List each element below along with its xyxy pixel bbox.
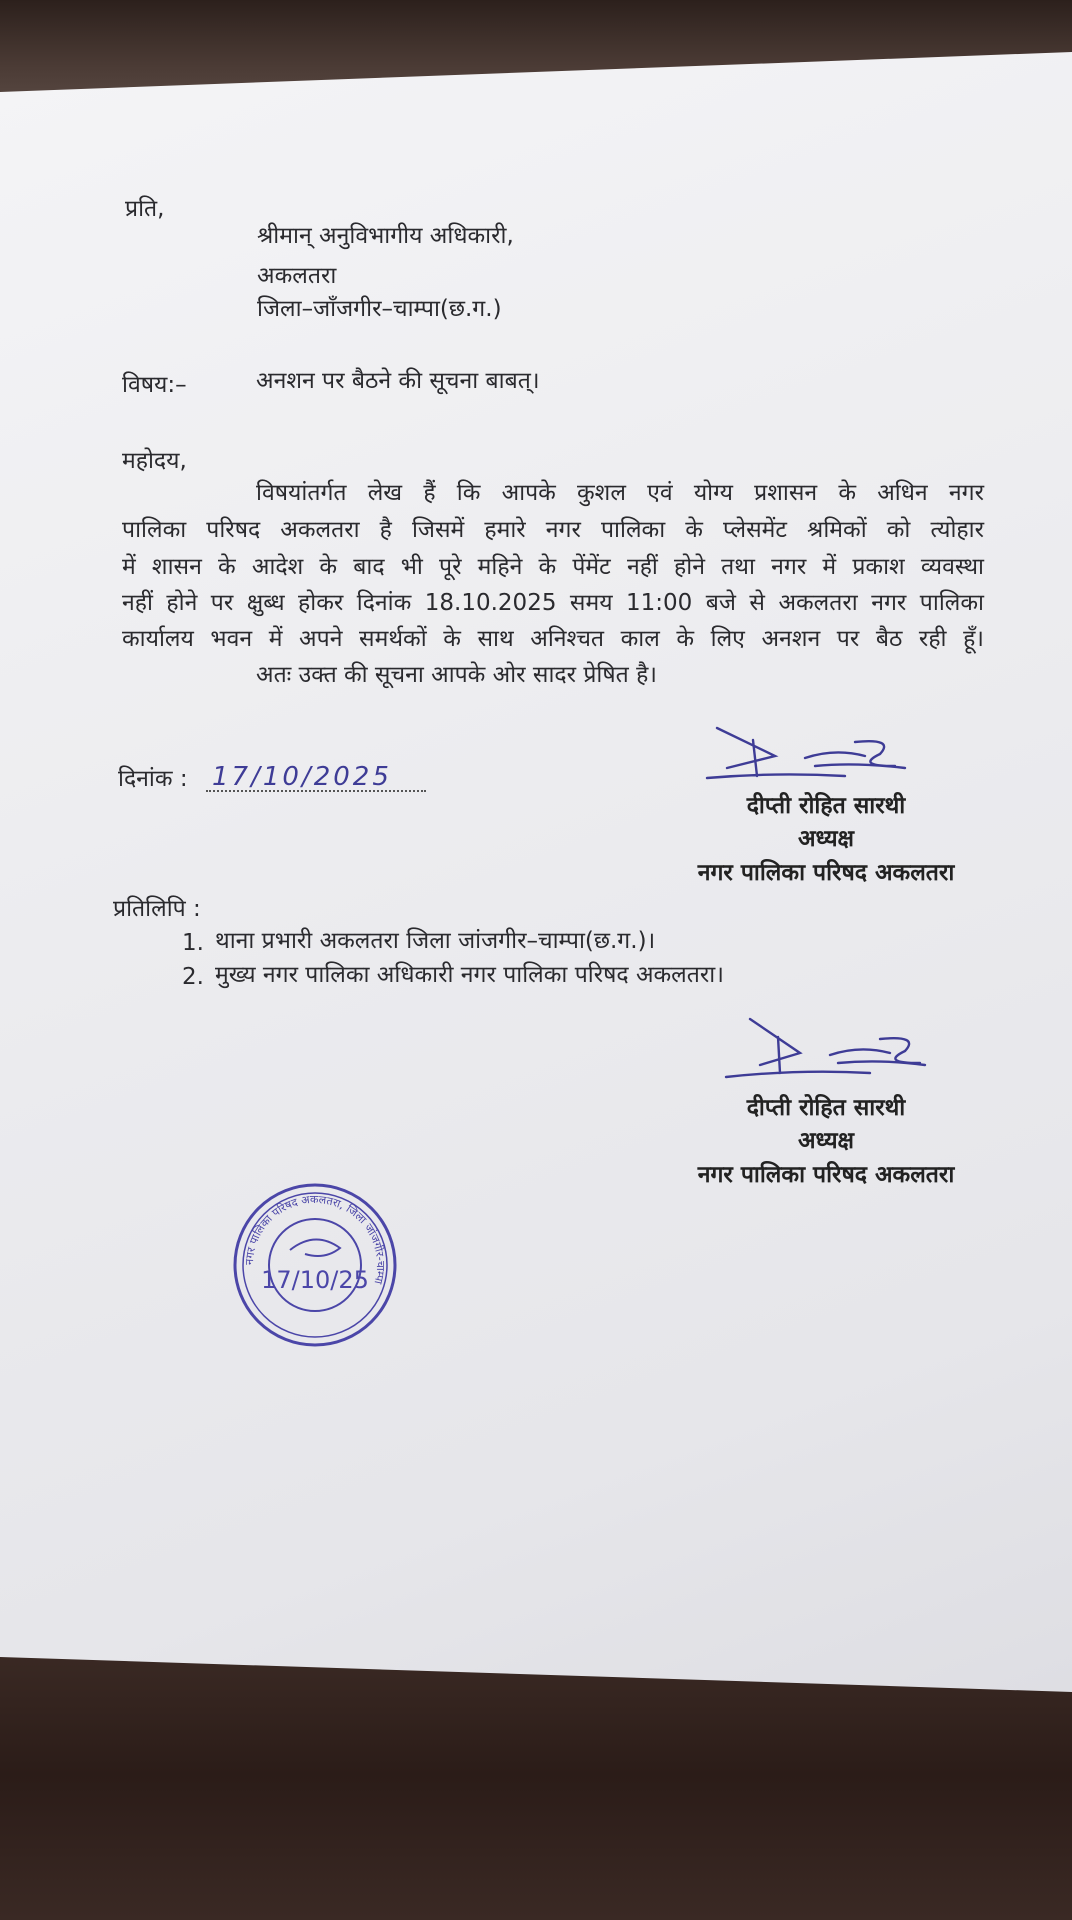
body-line-1: विषयांतर्गत लेख हैं कि आपके कुशल एवं योग्य प्रशासन के अधिन नगर: [256, 480, 984, 506]
recipient-title: श्रीमान् अनुविभागीय अधिकारी,: [257, 223, 514, 249]
signature-block-1: [676, 790, 976, 890]
subject-text: अनशन पर बैठने की सूचना बाबत्।: [256, 368, 540, 394]
copy-item-num-1: 1.: [182, 930, 204, 956]
official-seal-stamp: [230, 1180, 400, 1350]
signature-block-2: [676, 1092, 976, 1192]
closing-line: अतः उक्त की सूचना आपके ओर सादर प्रेषित है।: [256, 662, 658, 688]
recipient-place: अकलतरा: [257, 263, 337, 289]
copy-label: प्रतिलिपि :: [113, 896, 201, 922]
signature-1: [705, 722, 915, 788]
copy-item-num-2: 2.: [182, 964, 204, 990]
body-line-4: नहीं होने पर क्षुब्ध होकर दिनांक 18.10.2025 समय 11:00 बजे से अकलतरा नगर पालिका: [122, 590, 984, 616]
signatory-designation-2: अध्यक्ष: [797, 1128, 855, 1155]
signature-2: [720, 1015, 930, 1087]
signatory-office: नगर पालिका परिषद अकलतरा: [697, 859, 955, 886]
body-line-3: में शासन के आदेश के बाद भी पूरे महिने के पेंमेंट नहीं होने तथा नगर में प्रकाश व्यवस्था: [122, 554, 984, 580]
signatory-office-2: नगर पालिका परिषद अकलतरा: [697, 1161, 955, 1188]
signatory-name: दीप्ती रोहित सारथी: [746, 793, 906, 819]
copy-item-1: थाना प्रभारी अकलतरा जिला जांजगीर–चाम्पा(छ.ग.)।: [215, 928, 656, 954]
stamp-ring-text: नगर पालिका परिषद अकलतरा, जिला जांजगीर-चाम्पा: [242, 1192, 388, 1286]
body-line-5: कार्यालय भवन में अपने समर्थकों के साथ अनिश्चत काल के लिए अनशन पर बैठ रही हूँ।: [122, 626, 984, 652]
salutation-prefix: प्रति,: [125, 196, 165, 222]
copy-item-2: मुख्य नगर पालिका अधिकारी नगर पालिका परिषद अकलतरा।: [215, 962, 724, 988]
signatory-designation: अध्यक्ष: [797, 826, 855, 853]
stamp-date: 17/10/25: [261, 1266, 369, 1294]
handwritten-date: 17/10/2025: [212, 762, 392, 792]
recipient-district: जिला–जाँजगीर–चाम्पा(छ.ग.): [257, 296, 502, 322]
body-line-2: पालिका परिषद अकलतरा है जिसमें हमारे नगर पालिका के प्लेसमेंट श्रमिकों को त्योहार: [122, 517, 984, 543]
signatory-name-2: दीप्ती रोहित सारथी: [746, 1095, 906, 1121]
subject-label: विषय:–: [122, 372, 187, 398]
date-label: दिनांक :: [118, 766, 188, 792]
greeting: महोदय,: [122, 448, 187, 474]
